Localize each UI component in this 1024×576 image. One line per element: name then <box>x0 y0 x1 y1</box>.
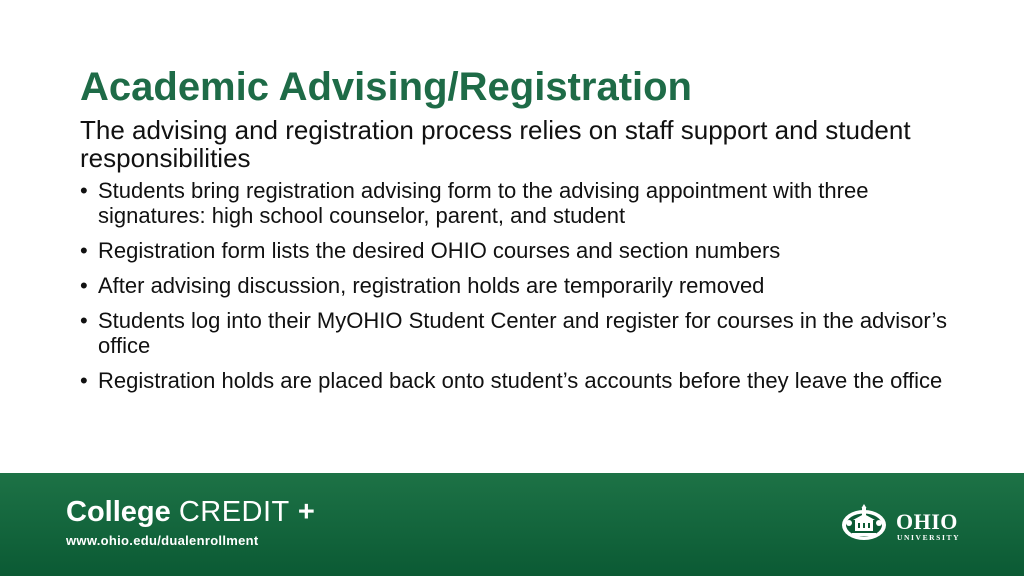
bullet-item <box>80 368 948 393</box>
slide-content <box>80 62 960 403</box>
bullet-marker: • <box>80 238 88 263</box>
bullet-item <box>80 238 948 263</box>
bullet-marker: • <box>80 273 88 298</box>
bullet-text: Students log into their MyOHIO Student Center and register for courses in the advisor’s office <box>98 308 948 358</box>
ohio-seal-icon <box>840 503 888 543</box>
ohio-wordmark: OHIO <box>896 509 958 534</box>
bullet-item <box>80 273 948 298</box>
bullet-marker: • <box>80 308 88 333</box>
university-wordmark: UNIVERSITY <box>897 533 961 542</box>
slide-title: Academic Advising/Registration <box>80 65 692 109</box>
bullet-item <box>80 178 948 228</box>
brand-credit: CREDIT <box>178 496 290 528</box>
bullet-marker: • <box>80 368 88 393</box>
footer-band <box>0 473 1024 576</box>
bullet-list <box>80 178 960 393</box>
bullet-text: Registration form lists the desired OHIO courses and section numbers <box>98 238 781 263</box>
brand-plus: + <box>297 496 315 528</box>
college-credit-plus-logo <box>66 495 315 529</box>
bullet-text: Registration holds are placed back onto student’s accounts before they leave the office <box>98 368 943 393</box>
bullet-marker: • <box>80 178 88 203</box>
brand-college: College <box>66 496 171 528</box>
bullet-item <box>80 308 948 358</box>
ohio-university-logo <box>840 503 970 547</box>
slide-subtitle: The advising and registration process relies on staff support and student responsibilities <box>80 115 911 173</box>
bullet-text: Students bring registration advising form to the advising appointment with three signatures: high school counselor, parent, and student <box>98 178 869 228</box>
footer-url: www.ohio.edu/dualenrollment <box>66 533 259 548</box>
bullet-text: After advising discussion, registration holds are temporarily removed <box>98 273 765 298</box>
